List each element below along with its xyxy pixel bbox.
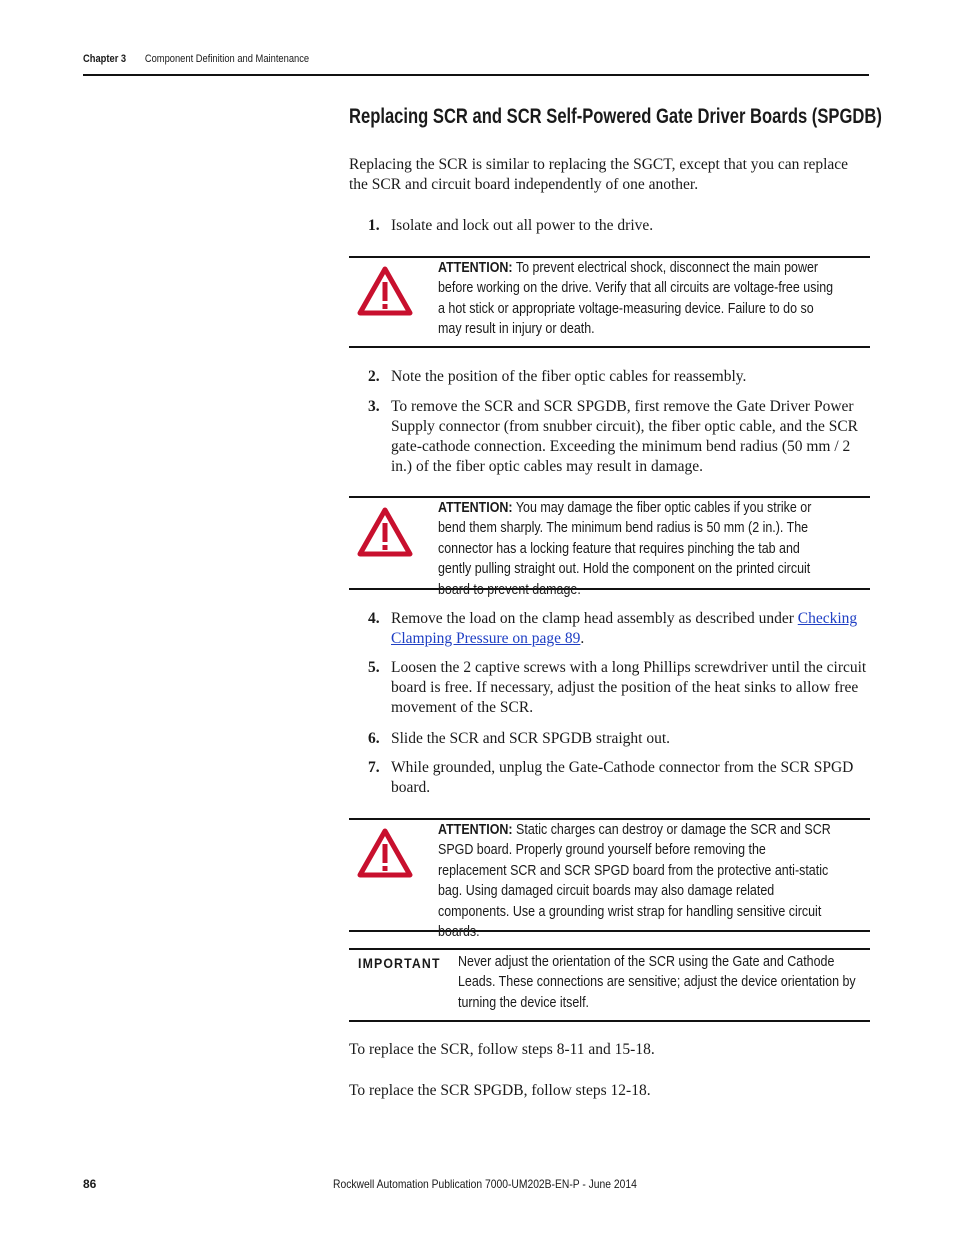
important-box [349, 948, 870, 1022]
step-number: 6. [368, 730, 380, 747]
step-number: 5. [368, 659, 380, 676]
intro-paragraph: Replacing the SCR is similar to replacing the SGCT, except that you can replace the SCR and circuit board independently of one another. [349, 156, 849, 193]
warning-triangle-icon [357, 507, 413, 557]
attention-body: Static charges can destroy or damage the SCR and SCR SPGD board. Properly ground yourself before removing the replacement SCR and SCR SPGD board from the protective anti-static bag. Using damaged circuit boards may also damage related components. Use a grounding wrist strap for handling sensitive circuit boards. [438, 822, 831, 941]
attention-box-fiber [349, 496, 870, 598]
step-number: 4. [368, 610, 380, 627]
outro-paragraph-spgdb: To replace the SCR SPGDB, follow steps 12-18. [349, 1082, 651, 1099]
attention-body: To prevent electrical shock, disconnect the main power before working on the drive. Verify that all circuits are voltage-free using a hot stick or appropriate voltage-measuring device. Failure to do so may result in injury or death. [438, 260, 834, 338]
header-rule [83, 74, 869, 76]
chapter-label: Chapter 3 [83, 53, 127, 65]
attention-box-shock [349, 256, 870, 348]
warning-triangle-icon [357, 828, 413, 878]
attention-text [438, 258, 834, 340]
step-text: To remove the SCR and SCR SPGDB, first remove the Gate Driver Power Supply connector (from snubber circuit), the fiber optic cable, and the SCR gate-cathode connection. Exceeding the minimum bend radius (50 mm / 2 in.) of the fiber optic cables may result in damage. [391, 398, 859, 475]
page-title: Replacing SCR and SCR Self-Powered Gate Driver Boards (SPGDB) [349, 105, 882, 128]
attention-text [438, 820, 834, 942]
attention-label: ATTENTION: [438, 500, 513, 516]
clamping-pressure-link[interactable]: Checking Clamping Pressure on page 89 [391, 610, 858, 647]
attention-body: You may damage the fiber optic cables if you strike or bend them sharply. The minimum bend radius is 50 mm (2 in.). The connector has a locking feature that requires pinching the tab and gently pulling straight out. Hold the component on the printed circuit board to prevent damage. [438, 500, 812, 598]
step-text [391, 609, 869, 649]
warning-triangle-icon [357, 266, 413, 316]
step-number: 7. [368, 759, 380, 776]
page-number: 86 [83, 1177, 97, 1191]
important-label: IMPORTANT [358, 955, 441, 971]
step-text: While grounded, unplug the Gate-Cathode connector from the SCR SPGD board. [391, 759, 854, 796]
step-text: Loosen the 2 captive screws with a long Phillips screwdriver until the circuit board is free. If necessary, adjust the position of the heat sinks to allow free movement of the SCR. [391, 659, 867, 716]
step-text-before: Remove the load on the clamp head assembly as described under [391, 610, 798, 627]
step-number: 2. [368, 368, 380, 385]
step-number: 3. [368, 398, 380, 415]
attention-box-static [349, 818, 870, 941]
attention-label: ATTENTION: [438, 260, 513, 276]
attention-text [438, 498, 834, 600]
step-text: Isolate and lock out all power to the drive. [391, 217, 654, 234]
attention-label: ATTENTION: [438, 822, 513, 838]
step-text: Note the position of the fiber optic cables for reassembly. [391, 368, 747, 385]
step-text-after: . [580, 630, 585, 647]
publication-info: Rockwell Automation Publication 7000-UM202B-EN-P - June 2014 [333, 1177, 637, 1191]
running-header [83, 53, 309, 65]
step-number: 1. [368, 217, 380, 234]
outro-paragraph-scr: To replace the SCR, follow steps 8-11 and 15-18. [349, 1041, 655, 1058]
important-text: Never adjust the orientation of the SCR using the Gate and Cathode Leads. These connections are sensitive; adjust the device orientation by turning the device itself. [458, 954, 856, 1011]
section-label: Component Definition and Maintenance [144, 53, 310, 65]
step-text: Slide the SCR and SCR SPGDB straight out. [391, 730, 671, 747]
